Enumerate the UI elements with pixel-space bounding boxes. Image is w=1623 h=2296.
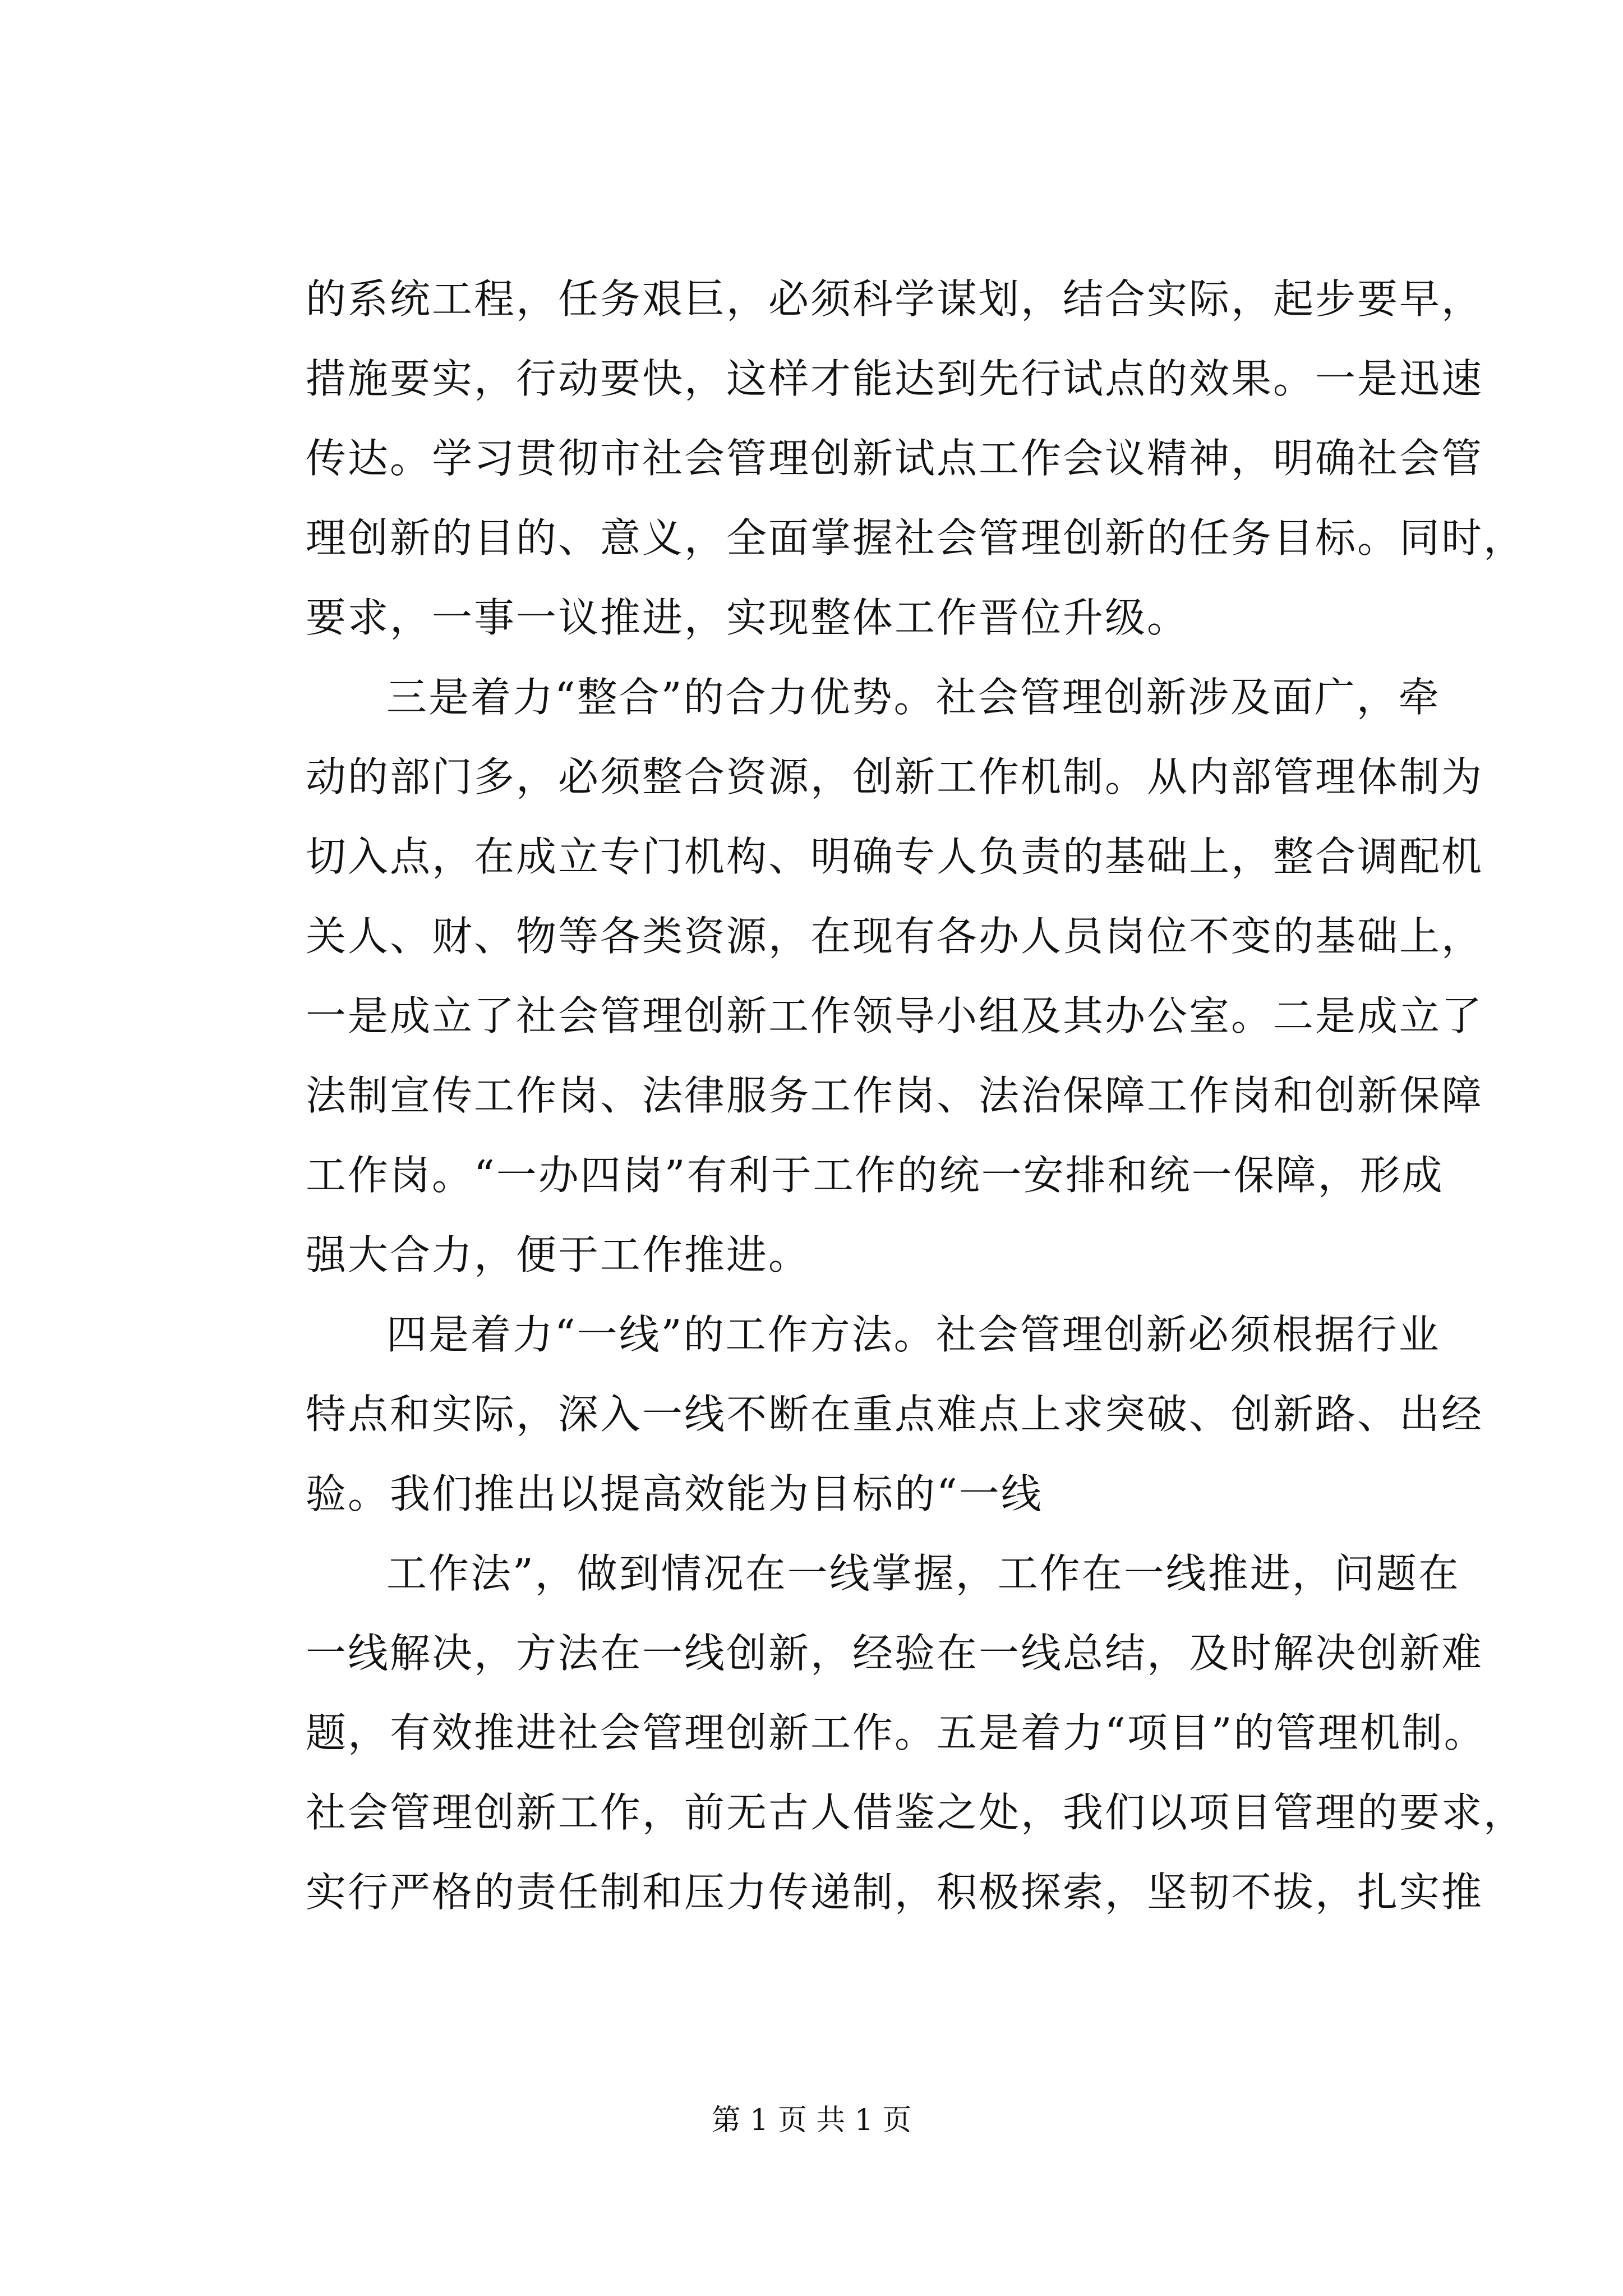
text-line-21: 实行严格的责任制和压力传递制，积极探索，坚韧不拔，扎实推	[306, 1869, 1484, 1916]
text-line-1: 的系统工程，任务艰巨，必须科学谋划，结合实际，起步要早，	[306, 275, 1484, 323]
page-footer	[0, 2101, 1623, 2140]
text-line-2: 措施要实，行动要快，这样才能达到先行试点的效果。一是迅速	[306, 355, 1484, 402]
text-line-7: 动的部门多，必须整合资源，创新工作机制。从内部管理体制为	[306, 753, 1484, 800]
text-line-19: 题，有效推进社会管理创新工作。五是着力“项目”的管理机制。	[306, 1709, 1486, 1756]
text-line-4: 理创新的目的、意义，全面掌握社会管理创新的任务目标。同时，	[306, 514, 1526, 562]
text-line-17: 工作法”，做到情况在一线掌握，工作在一线推进，问题在	[386, 1550, 1460, 1597]
text-line-14: 四是着力“一线”的工作方法。社会管理创新必须根据行业	[386, 1311, 1441, 1358]
document-body	[306, 259, 1526, 1932]
text-line-13: 强大合力，便于工作推进。	[306, 1231, 811, 1278]
text-line-20: 社会管理创新工作，前无古人借鉴之处，我们以项目管理的要求，	[306, 1789, 1526, 1836]
text-line-6: 三是着力“整合”的合力优势。社会管理创新涉及面广，牵	[386, 674, 1441, 721]
text-line-12: 工作岗。“一办四岗”有利于工作的统一安排和统一保障，形成	[306, 1152, 1444, 1199]
text-line-3: 传达。学习贯彻市社会管理创新试点工作会议精神，明确社会管	[306, 435, 1484, 482]
text-line-9: 关人、财、物等各类资源，在现有各办人员岗位不变的基础上，	[306, 913, 1484, 960]
text-line-8: 切入点，在成立专门机构、明确专人负责的基础上，整合调配机	[306, 833, 1484, 880]
text-line-15: 特点和实际，深入一线不断在重点难点上求突破、创新路、出经	[306, 1391, 1484, 1438]
text-line-11: 法制宣传工作岗、法律服务工作岗、法治保障工作岗和创新保障	[306, 1072, 1484, 1119]
text-line-18: 一线解决，方法在一线创新，经验在一线总结，及时解决创新难	[306, 1630, 1484, 1677]
text-line-5: 要求，一事一议推进，实现整体工作晋位升级。	[306, 594, 1189, 641]
page-number-label: 第 1 页 共 1 页	[711, 2104, 912, 2137]
text-line-16: 验。我们推出以提高效能为目标的“一线	[306, 1470, 1043, 1517]
text-line-10: 一是成立了社会管理创新工作领导小组及其办公室。二是成立了	[306, 992, 1484, 1039]
